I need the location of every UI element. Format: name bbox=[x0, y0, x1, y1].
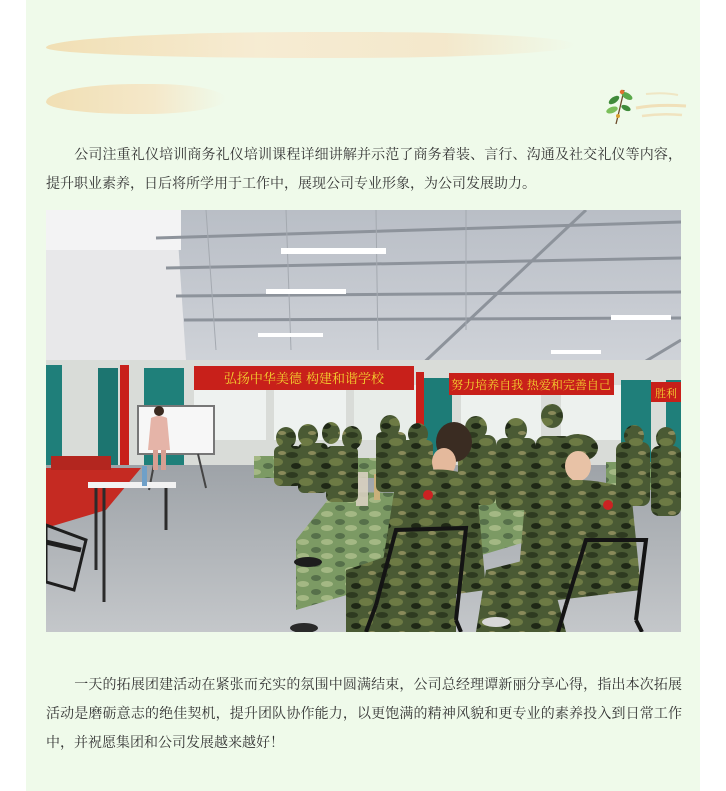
intro-paragraph: 公司注重礼仪培训商务礼仪培训课程详细讲解并示范了商务着装、言行、沟通及社交礼仪等内容，提升职业素养，日后将所学用于工作中，展现公司专业形象，为公司发展助力。 bbox=[46, 147, 682, 192]
banner-left-text: 弘扬中华美德 构建和谐学校 bbox=[223, 372, 385, 387]
decorative-brush-stroke bbox=[46, 84, 226, 114]
banner-far-right-text: 胜利 bbox=[655, 387, 677, 400]
leaf-sprig-icon bbox=[602, 86, 688, 126]
decorative-brush-stroke bbox=[46, 32, 576, 58]
closing-paragraph: 一天的拓展团建活动在紧张而充实的氛围中圆满结束，公司总经理谭新丽分享心得，指出本次拓展活动是磨砺意志的绝佳契机，提升团队协作能力，以更饱满的精神风貌和更专业的素养投入到日常工作中，并祝愿集团和公司发展越来越好！ bbox=[46, 677, 682, 751]
banner-right-text: 努力培养自我 热爱和完善自己 bbox=[451, 378, 611, 392]
training-session-photo bbox=[46, 210, 681, 632]
